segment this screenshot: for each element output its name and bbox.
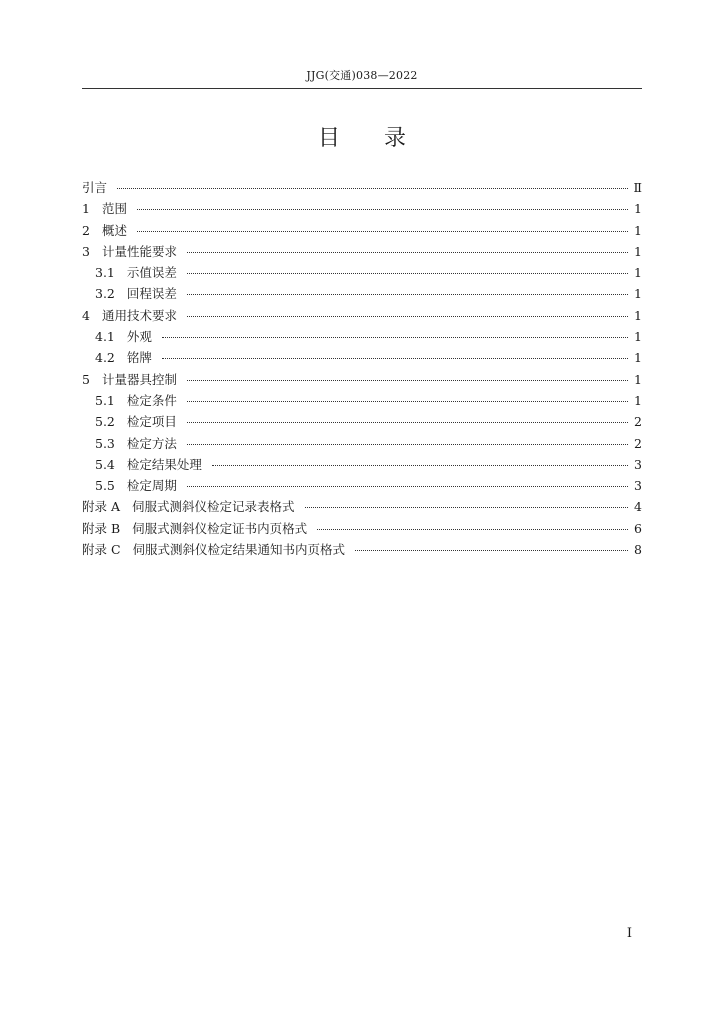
toc-entry-number: 3.2	[95, 286, 115, 302]
toc-leader-dots	[317, 528, 628, 530]
toc-entry[interactable]	[82, 475, 642, 496]
toc-entry[interactable]	[82, 177, 642, 198]
toc-entry-title: 检定结果处理	[126, 456, 202, 472]
toc-entry-title: 伺服式测斜仪检定记录表格式	[132, 499, 295, 515]
toc-entry[interactable]	[82, 220, 642, 241]
toc-entry[interactable]	[82, 305, 642, 326]
toc-entry[interactable]	[82, 198, 642, 219]
toc-entry-number: 4	[82, 307, 90, 323]
toc-leader-dots	[305, 506, 628, 508]
toc-entry-page: 2	[634, 435, 642, 451]
standard-code: JJG(交通)038—2022	[306, 69, 418, 82]
toc-leader-dots	[187, 272, 628, 274]
toc-entry-number: 5.2	[95, 414, 115, 430]
toc-leader-dots	[137, 208, 628, 210]
toc-entry-page: 1	[634, 329, 642, 345]
toc-entry-page: 1	[634, 350, 642, 366]
toc-entry-page: 2	[634, 414, 642, 430]
toc-entry-page: 1	[634, 286, 642, 302]
toc-entry[interactable]	[82, 518, 642, 539]
toc-leader-dots	[212, 464, 628, 466]
toc-entry-title: 伺服式测斜仪检定证书内页格式	[132, 520, 308, 536]
toc-entry-page: 8	[634, 542, 642, 558]
toc-leader-dots	[187, 421, 628, 423]
toc-entry-title: 计量性能要求	[101, 243, 177, 259]
toc-entry-title: 外观	[126, 329, 152, 345]
toc-entry-page: 1	[634, 371, 642, 387]
toc-entry-number: 1	[82, 201, 90, 217]
toc-entry-number: 4.1	[95, 329, 115, 345]
toc-entry-page: 1	[634, 201, 642, 217]
toc-entry-title: 检定项目	[126, 414, 177, 430]
toc-entry-page: 6	[634, 520, 642, 536]
toc-leader-dots	[187, 293, 628, 295]
toc-entry-title: 检定条件	[126, 392, 177, 408]
toc-leader-dots	[137, 230, 628, 232]
toc-entry[interactable]	[82, 241, 642, 262]
toc-entry-page: Ⅱ	[633, 180, 642, 195]
toc-entry[interactable]	[82, 433, 642, 454]
toc-entry-page: 4	[634, 499, 642, 515]
toc-entry-title: 通用技术要求	[101, 307, 177, 323]
toc-entry[interactable]	[82, 411, 642, 432]
toc-entry-title: 回程误差	[126, 286, 177, 302]
toc-leader-dots	[162, 357, 628, 359]
page-number: I	[626, 926, 632, 941]
toc-entry-title: 伺服式测斜仪检定结果通知书内页格式	[132, 542, 346, 558]
toc-entry-number: 3	[82, 243, 90, 259]
toc-entry-number: 附录 B	[82, 520, 121, 536]
toc-entry-number: 5.1	[95, 392, 115, 408]
toc-entry-number: 5.3	[95, 435, 115, 451]
toc-entry-title: 概述	[101, 222, 127, 238]
table-of-contents	[82, 177, 642, 560]
toc-entry-number: 5.5	[95, 478, 115, 494]
toc-entry[interactable]	[82, 496, 642, 517]
toc-entry[interactable]	[82, 369, 642, 390]
toc-leader-dots	[187, 315, 628, 317]
toc-entry-title: 检定周期	[126, 478, 177, 494]
toc-entry-title: 范围	[101, 201, 127, 217]
toc-leader-dots	[355, 549, 628, 551]
title-char-2: 录	[384, 126, 407, 151]
toc-entry-title: 铭牌	[126, 350, 152, 366]
title-char-1: 目	[317, 126, 340, 151]
toc-entry[interactable]	[82, 454, 642, 475]
toc-entry[interactable]	[82, 347, 642, 368]
toc-entry[interactable]	[82, 283, 642, 304]
toc-entry-number: 5	[82, 371, 90, 387]
toc-entry-page: 1	[634, 392, 642, 408]
toc-entry[interactable]	[82, 262, 642, 283]
toc-entry-page: 1	[634, 307, 642, 323]
toc-leader-dots	[162, 336, 628, 338]
toc-leader-dots	[117, 187, 627, 189]
toc-entry[interactable]	[82, 539, 642, 560]
toc-leader-dots	[187, 400, 628, 402]
toc-leader-dots	[187, 251, 628, 253]
toc-entry[interactable]	[82, 326, 642, 347]
toc-entry-number: 4.2	[95, 350, 115, 366]
toc-leader-dots	[187, 443, 628, 445]
toc-entry-number: 附录 A	[82, 499, 121, 515]
page-title	[0, 124, 724, 154]
toc-leader-dots	[187, 485, 628, 487]
toc-entry-number: 5.4	[95, 456, 115, 472]
toc-entry-title: 示值误差	[126, 265, 177, 281]
toc-entry-number: 2	[82, 222, 90, 238]
toc-entry-title: 检定方法	[126, 435, 177, 451]
toc-entry-page: 3	[634, 456, 642, 472]
toc-entry-page: 1	[634, 265, 642, 281]
toc-leader-dots	[187, 379, 628, 381]
toc-entry-page: 1	[634, 222, 642, 238]
toc-entry-title: 引言	[82, 180, 108, 195]
toc-entry-number: 附录 C	[82, 542, 121, 558]
running-header	[82, 66, 642, 89]
toc-entry-number: 3.1	[95, 265, 115, 281]
toc-entry-page: 3	[634, 478, 642, 494]
toc-entry-title: 计量器具控制	[101, 371, 177, 387]
toc-entry[interactable]	[82, 390, 642, 411]
toc-entry-page: 1	[634, 243, 642, 259]
